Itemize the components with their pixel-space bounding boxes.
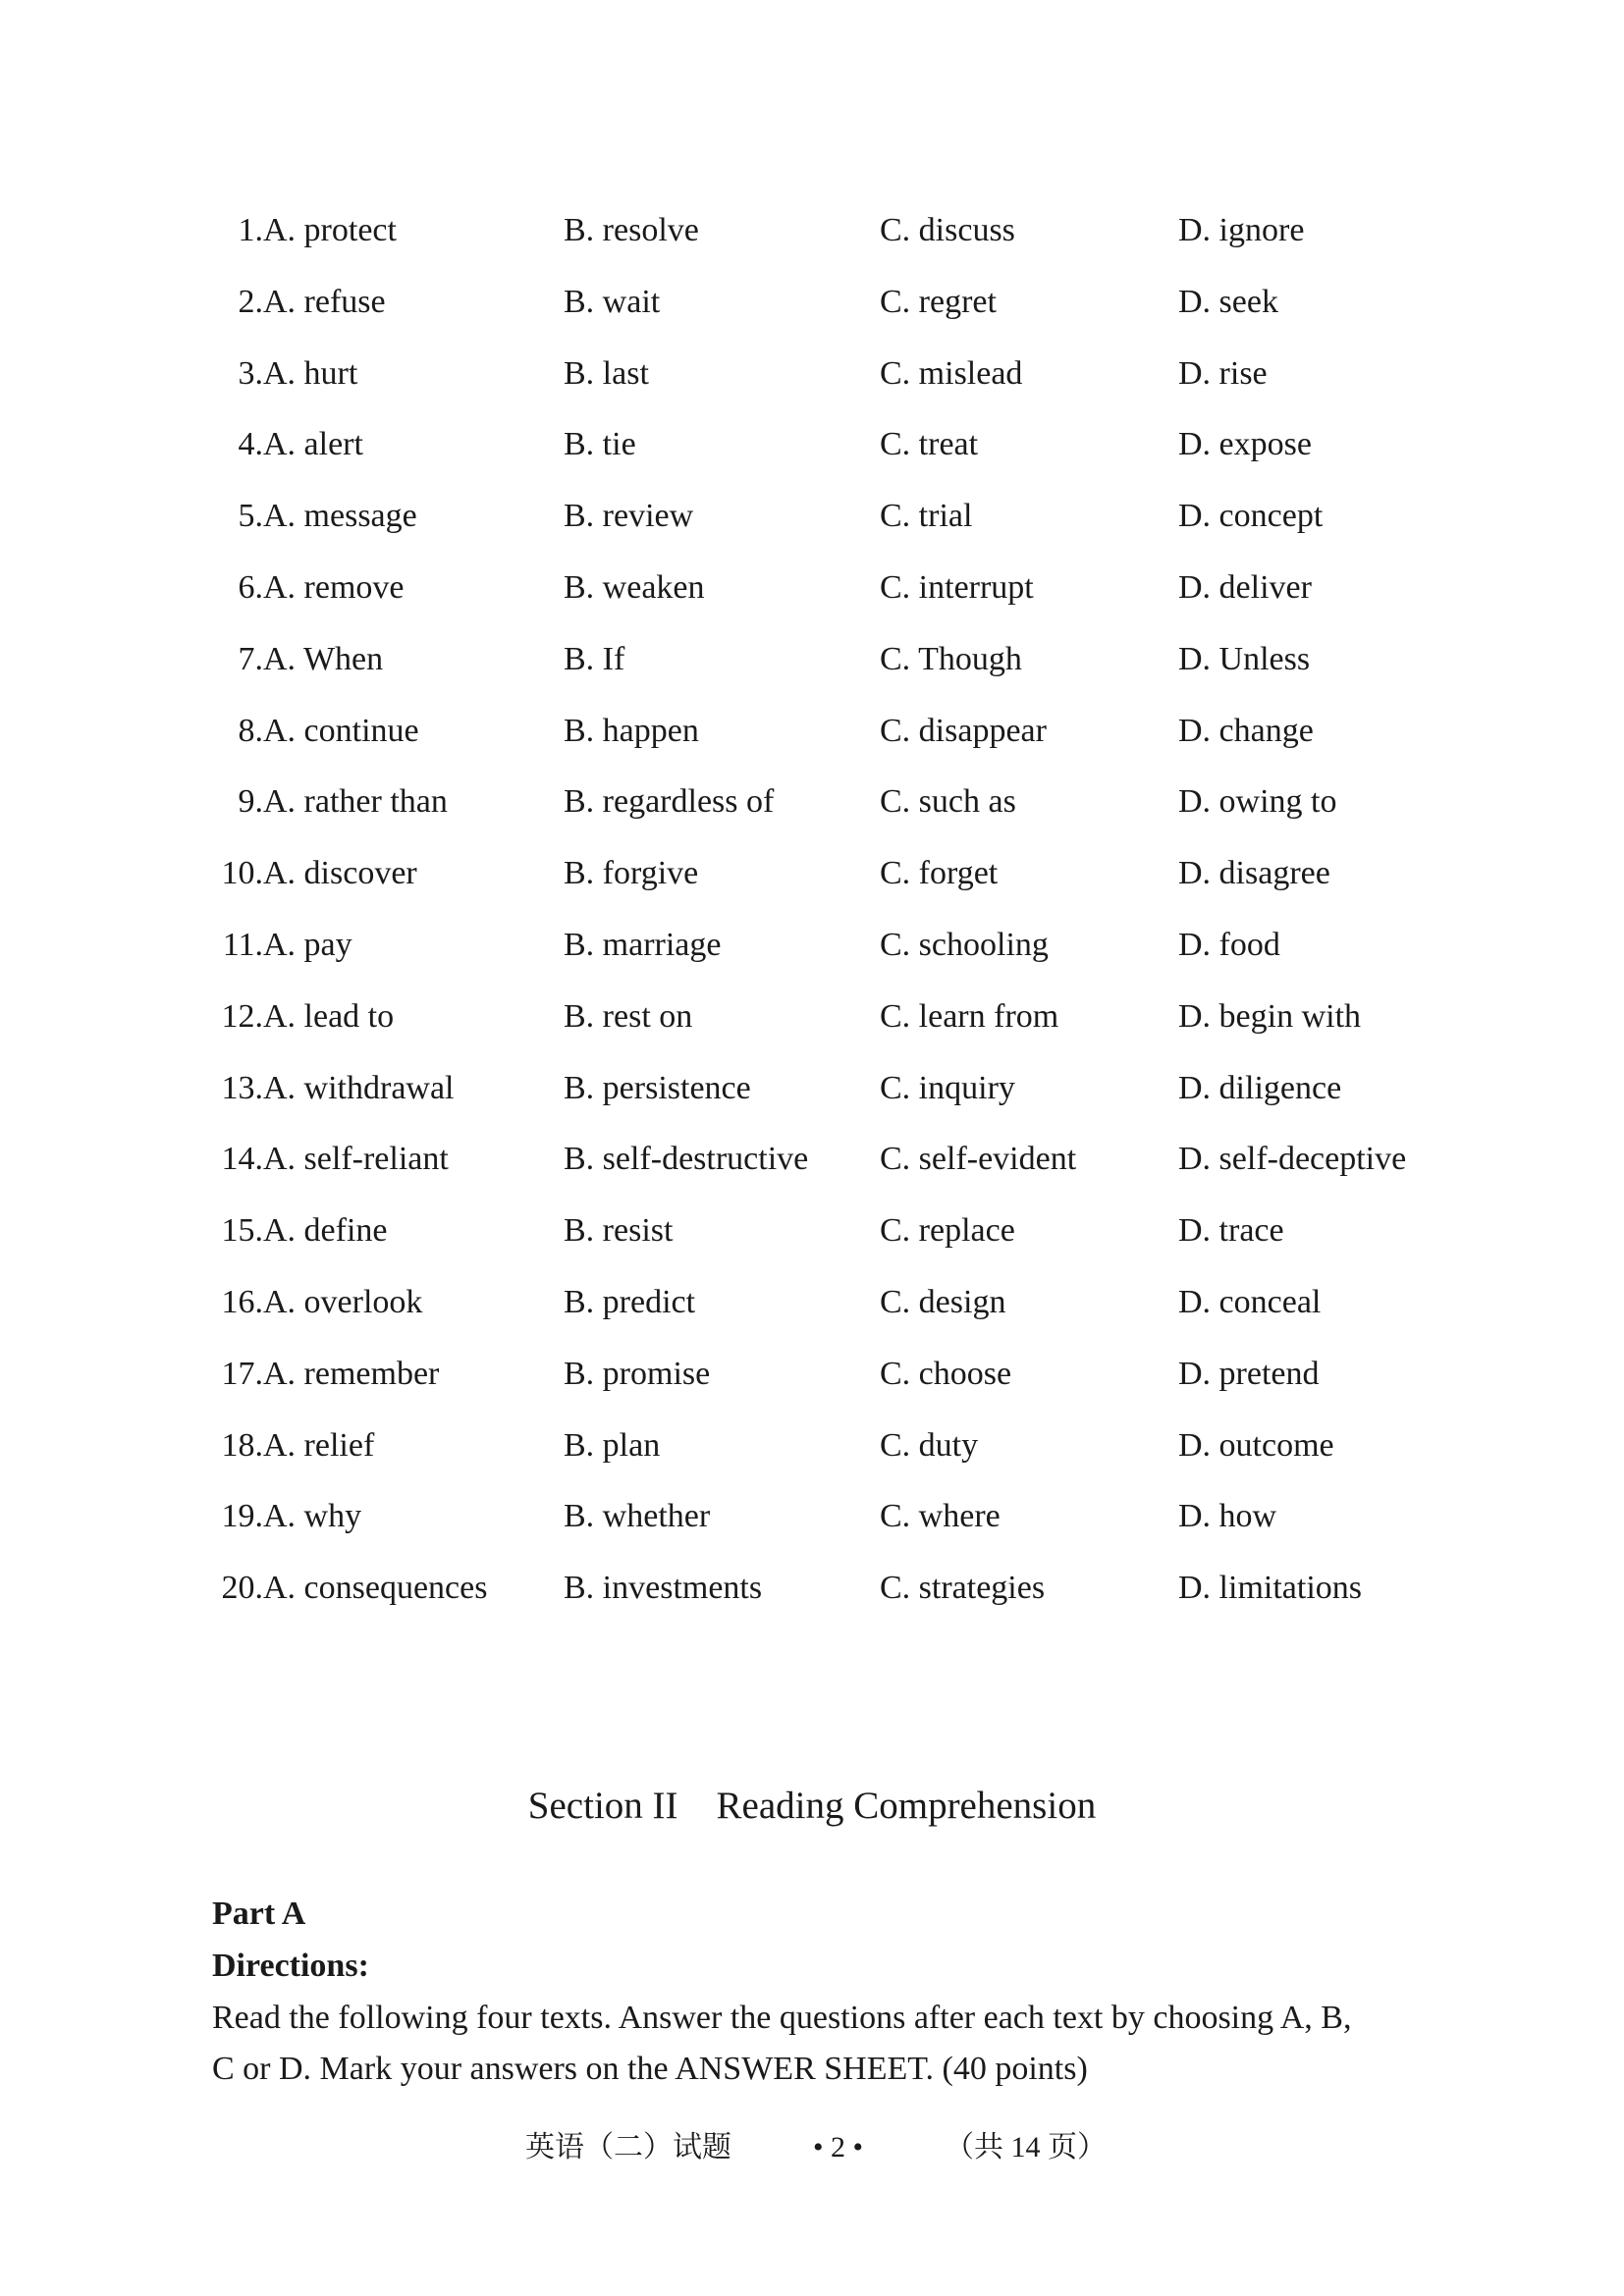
question-number: 5. xyxy=(238,498,263,535)
part-title: Part A xyxy=(212,1896,306,1932)
option-c: C. regret xyxy=(880,283,997,320)
option-a: A. rather than xyxy=(263,783,448,821)
question-row xyxy=(0,278,1624,349)
option-b: B. predict xyxy=(564,1283,696,1320)
question-row xyxy=(0,921,1624,992)
option-b: B. last xyxy=(564,354,649,392)
option-d: D. ignore xyxy=(1178,212,1305,248)
option-b: B. plan xyxy=(564,1426,661,1464)
section-title: Section II Reading Comprehension xyxy=(527,1785,1097,1827)
option-b: B. self-destructive xyxy=(564,1141,809,1178)
option-d: D. seek xyxy=(1178,283,1278,320)
option-d: D. outcome xyxy=(1178,1426,1334,1464)
question-row xyxy=(0,707,1624,778)
option-c: C. forget xyxy=(880,855,999,892)
option-d: D. disagree xyxy=(1178,855,1330,892)
option-a: A. alert xyxy=(263,426,363,463)
option-b: B. resolve xyxy=(564,212,699,248)
option-a: A. discover xyxy=(263,855,417,892)
option-c: C. duty xyxy=(880,1426,979,1464)
option-c: C. disappear xyxy=(880,712,1047,749)
option-b: B. review xyxy=(564,498,694,535)
question-row xyxy=(0,563,1624,635)
question-number: 4. xyxy=(238,426,263,463)
option-c: C. strategies xyxy=(880,1570,1046,1607)
question-number: 10. xyxy=(221,855,263,892)
option-c: C. mislead xyxy=(880,354,1023,392)
option-c: C. interrupt xyxy=(880,568,1034,606)
question-row xyxy=(0,1564,1624,1635)
question-number: 3. xyxy=(238,354,263,392)
option-d: D. diligence xyxy=(1178,1069,1342,1106)
option-b: B. resist xyxy=(564,1212,674,1250)
option-b: B. happen xyxy=(564,712,699,749)
option-a: A. remember xyxy=(263,1355,440,1392)
option-a: A. continue xyxy=(263,712,419,749)
question-number: 2. xyxy=(238,283,263,320)
option-a: A. consequences xyxy=(263,1570,488,1607)
option-c: C. self-evident xyxy=(880,1141,1077,1178)
option-a: A. When xyxy=(263,640,384,677)
option-c: C. design xyxy=(880,1283,1006,1320)
question-row xyxy=(0,777,1624,849)
option-a: A. self-reliant xyxy=(263,1141,449,1178)
option-a: A. pay xyxy=(263,926,352,963)
question-number: 8. xyxy=(238,712,263,749)
option-b: B. forgive xyxy=(564,855,699,892)
option-c: C. where xyxy=(880,1498,1001,1535)
option-d: D. rise xyxy=(1178,354,1268,392)
option-b: B. regardless of xyxy=(564,783,775,821)
option-c: C. replace xyxy=(880,1212,1015,1250)
question-number: 7. xyxy=(238,640,263,677)
question-row xyxy=(0,1492,1624,1564)
question-row xyxy=(0,349,1624,421)
option-c: C. choose xyxy=(880,1355,1012,1392)
option-d: D. concept xyxy=(1178,498,1324,535)
option-d: D. change xyxy=(1178,712,1314,749)
cloze-options-list xyxy=(0,206,1624,1635)
option-b: B. marriage xyxy=(564,926,722,963)
footer-page-number: • 2 • xyxy=(813,2131,864,2163)
footer-total-pages: （共 14 页） xyxy=(945,2131,1107,2163)
option-c: C. schooling xyxy=(880,926,1049,963)
option-a: A. withdrawal xyxy=(263,1069,455,1106)
question-row xyxy=(0,1278,1624,1350)
question-row xyxy=(0,849,1624,921)
option-c: C. inquiry xyxy=(880,1069,1015,1106)
option-a: A. relief xyxy=(263,1426,375,1464)
question-number: 12. xyxy=(221,997,263,1035)
option-b: B. whether xyxy=(564,1498,711,1535)
directions-line: C or D. Mark your answers on the ANSWER SHEET. (40 points) xyxy=(212,2051,1088,2087)
question-row xyxy=(0,492,1624,563)
option-a: A. protect xyxy=(263,212,397,248)
question-number: 15. xyxy=(221,1212,263,1250)
option-c: C. treat xyxy=(880,426,979,463)
question-number: 16. xyxy=(221,1283,263,1320)
option-b: B. rest on xyxy=(564,997,693,1035)
question-row xyxy=(0,1135,1624,1206)
option-d: D. expose xyxy=(1178,426,1312,463)
option-d: D. conceal xyxy=(1178,1283,1322,1320)
question-number: 13. xyxy=(221,1069,263,1106)
option-a: A. overlook xyxy=(263,1283,423,1320)
option-a: A. message xyxy=(263,498,417,535)
question-row xyxy=(0,1064,1624,1136)
directions-line: Read the following four texts. Answer the questions after each text by choosing A, B, xyxy=(212,2000,1352,2036)
option-b: B. wait xyxy=(564,283,661,320)
question-number: 14. xyxy=(221,1141,263,1178)
option-c: C. learn from xyxy=(880,997,1059,1035)
option-b: B. persistence xyxy=(564,1069,751,1106)
question-row xyxy=(0,420,1624,492)
option-a: A. lead to xyxy=(263,997,395,1035)
option-d: D. pretend xyxy=(1178,1355,1320,1392)
option-a: A. hurt xyxy=(263,354,358,392)
option-b: B. investments xyxy=(564,1570,763,1607)
directions-text xyxy=(212,1993,1430,2095)
option-d: D. food xyxy=(1178,926,1280,963)
option-d: D. trace xyxy=(1178,1212,1284,1250)
option-d: D. owing to xyxy=(1178,783,1337,821)
question-row xyxy=(0,992,1624,1064)
option-a: A. why xyxy=(263,1498,362,1535)
option-c: C. Though xyxy=(880,640,1022,677)
question-number: 11. xyxy=(222,926,263,963)
question-number: 1. xyxy=(238,212,263,248)
option-b: B. promise xyxy=(564,1355,711,1392)
page-footer xyxy=(0,2123,1624,2172)
question-row xyxy=(0,206,1624,278)
option-a: A. refuse xyxy=(263,283,386,320)
option-d: D. how xyxy=(1178,1498,1277,1535)
question-row xyxy=(0,1206,1624,1278)
option-c: C. discuss xyxy=(880,212,1015,248)
question-number: 17. xyxy=(221,1355,263,1392)
option-d: D. Unless xyxy=(1178,640,1311,677)
option-a: A. remove xyxy=(263,568,405,606)
footer-exam-title: 英语（二）试题 xyxy=(525,2131,731,2163)
directions-label: Directions: xyxy=(212,1948,369,1984)
question-number: 9. xyxy=(238,783,263,821)
question-row xyxy=(0,1421,1624,1493)
question-number: 20. xyxy=(221,1570,263,1607)
question-row xyxy=(0,635,1624,707)
option-b: B. weaken xyxy=(564,568,705,606)
option-b: B. If xyxy=(564,640,625,677)
option-b: B. tie xyxy=(564,426,636,463)
option-d: D. self-deceptive xyxy=(1178,1141,1407,1178)
option-d: D. begin with xyxy=(1178,997,1362,1035)
question-number: 18. xyxy=(221,1426,263,1464)
option-d: D. limitations xyxy=(1178,1570,1362,1607)
option-d: D. deliver xyxy=(1178,568,1312,606)
question-number: 6. xyxy=(238,568,263,606)
question-row xyxy=(0,1350,1624,1421)
question-number: 19. xyxy=(221,1498,263,1535)
option-c: C. such as xyxy=(880,783,1016,821)
option-a: A. define xyxy=(263,1212,388,1250)
option-c: C. trial xyxy=(880,498,973,535)
